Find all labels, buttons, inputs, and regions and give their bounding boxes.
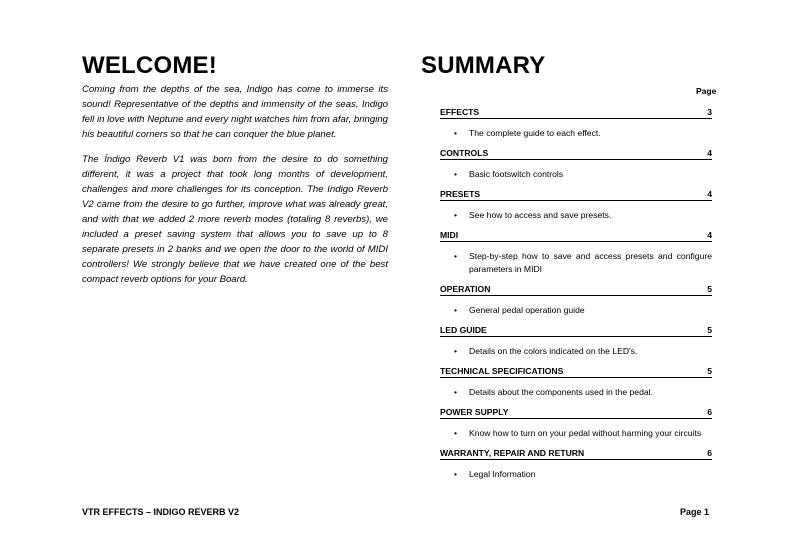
toc-description: [440, 209, 712, 222]
toc-entry-warranty[interactable]: [440, 448, 712, 489]
toc-description: [440, 127, 712, 140]
toc-description-text: Details on the colors indicated on the LED's.: [469, 346, 638, 356]
summary-title: SUMMARY: [421, 52, 546, 79]
toc-description-text: Details about the components used in the pedal.: [469, 387, 653, 397]
toc-description-text: See how to access and save presets.: [469, 210, 612, 220]
bullet-icon: •: [454, 346, 458, 356]
intro-paragraph-1: Coming from the depths of the sea, Indigo has come to immerse its sound! Representative of the depths and immensity of the seas, Indigo fell in love with Neptune and every night watches him from afar, bringing his beautiful corners so that he can conquer the blue planet.: [82, 84, 388, 140]
toc-entry-operation[interactable]: [440, 284, 712, 325]
toc-description: [440, 250, 712, 276]
toc-heading[interactable]: WARRANTY, REPAIR AND RETURN: [440, 448, 585, 458]
toc-heading[interactable]: MIDI: [440, 230, 459, 240]
toc-page-number: 6: [707, 448, 712, 458]
toc-description: [440, 345, 712, 358]
bullet-icon: •: [454, 169, 458, 179]
toc-heading-row[interactable]: [440, 148, 712, 160]
toc-heading-row[interactable]: [440, 189, 712, 201]
toc-description: [440, 304, 712, 317]
toc-heading-row[interactable]: [440, 366, 712, 378]
toc-description-text: Legal Information: [469, 469, 536, 479]
toc-page-number: 4: [707, 189, 712, 199]
toc-description: [440, 468, 712, 481]
toc-description-text: Know how to turn on your pedal without harming your circuits: [469, 428, 702, 438]
toc-entry-technical-specifications[interactable]: [440, 366, 712, 407]
toc-entry-controls[interactable]: [440, 148, 712, 189]
footer-page-number: Page 1: [680, 507, 710, 517]
toc-heading[interactable]: TECHNICAL SPECIFICATIONS: [440, 366, 564, 376]
bullet-icon: •: [454, 210, 458, 220]
table-of-contents: [440, 107, 712, 489]
toc-heading[interactable]: POWER SUPPLY: [440, 407, 509, 417]
bullet-icon: •: [454, 251, 458, 261]
toc-heading-row[interactable]: [440, 448, 712, 460]
toc-page-number: 4: [707, 148, 712, 158]
toc-heading-row[interactable]: [440, 230, 712, 242]
page-column-label: Page: [696, 86, 717, 96]
toc-entry-power-supply[interactable]: [440, 407, 712, 448]
toc-heading[interactable]: LED GUIDE: [440, 325, 487, 335]
toc-heading[interactable]: EFFECTS: [440, 107, 480, 117]
toc-page-number: 5: [707, 284, 712, 294]
toc-page-number: 3: [707, 107, 712, 117]
toc-description-text: General pedal operation guide: [469, 305, 585, 315]
toc-heading-row[interactable]: [440, 325, 712, 337]
toc-description-text: Basic footswitch controls: [469, 169, 564, 179]
toc-page-number: 5: [707, 366, 712, 376]
toc-description-text: Step-by-step how to save and access presets and configure parameters in MIDI: [469, 251, 712, 274]
toc-entry-presets[interactable]: [440, 189, 712, 230]
toc-entry-midi[interactable]: [440, 230, 712, 284]
bullet-icon: •: [454, 128, 458, 138]
toc-heading-row[interactable]: [440, 284, 712, 296]
toc-heading-row[interactable]: [440, 107, 712, 119]
toc-page-number: 6: [707, 407, 712, 417]
toc-description-text: The complete guide to each effect.: [469, 128, 601, 138]
toc-description: [440, 427, 712, 440]
toc-description: [440, 386, 712, 399]
footer-title: VTR EFFECTS – INDIGO REVERB V2: [82, 507, 240, 517]
toc-page-number: 5: [707, 325, 712, 335]
toc-heading[interactable]: PRESETS: [440, 189, 481, 199]
bullet-icon: •: [454, 387, 458, 397]
toc-heading[interactable]: CONTROLS: [440, 148, 489, 158]
toc-page-number: 4: [707, 230, 712, 240]
toc-entry-led-guide[interactable]: [440, 325, 712, 366]
toc-heading-row[interactable]: [440, 407, 712, 419]
welcome-title: WELCOME!: [82, 52, 217, 79]
bullet-icon: •: [454, 428, 458, 438]
bullet-icon: •: [454, 305, 458, 315]
intro-paragraph-2: The Índigo Reverb V1 was born from the desire to do something different, it was a project that took long months of development, challenges and more challenges for its conception. The Indigo Reverb V2 came from the desire to go further, improve what was already great, and with that we added 2 more reverb modes (totaling 8 reverbs), we included a preset saving system that allows you to save up to 8 separate presets in 2 banks and we open the door to the world of MIDI controllers! We strongly believe that we have created one of the best compact reverb options for your Board.: [82, 154, 388, 285]
toc-entry-effects[interactable]: [440, 107, 712, 148]
toc-heading[interactable]: OPERATION: [440, 284, 491, 294]
toc-description: [440, 168, 712, 181]
bullet-icon: •: [454, 469, 458, 479]
